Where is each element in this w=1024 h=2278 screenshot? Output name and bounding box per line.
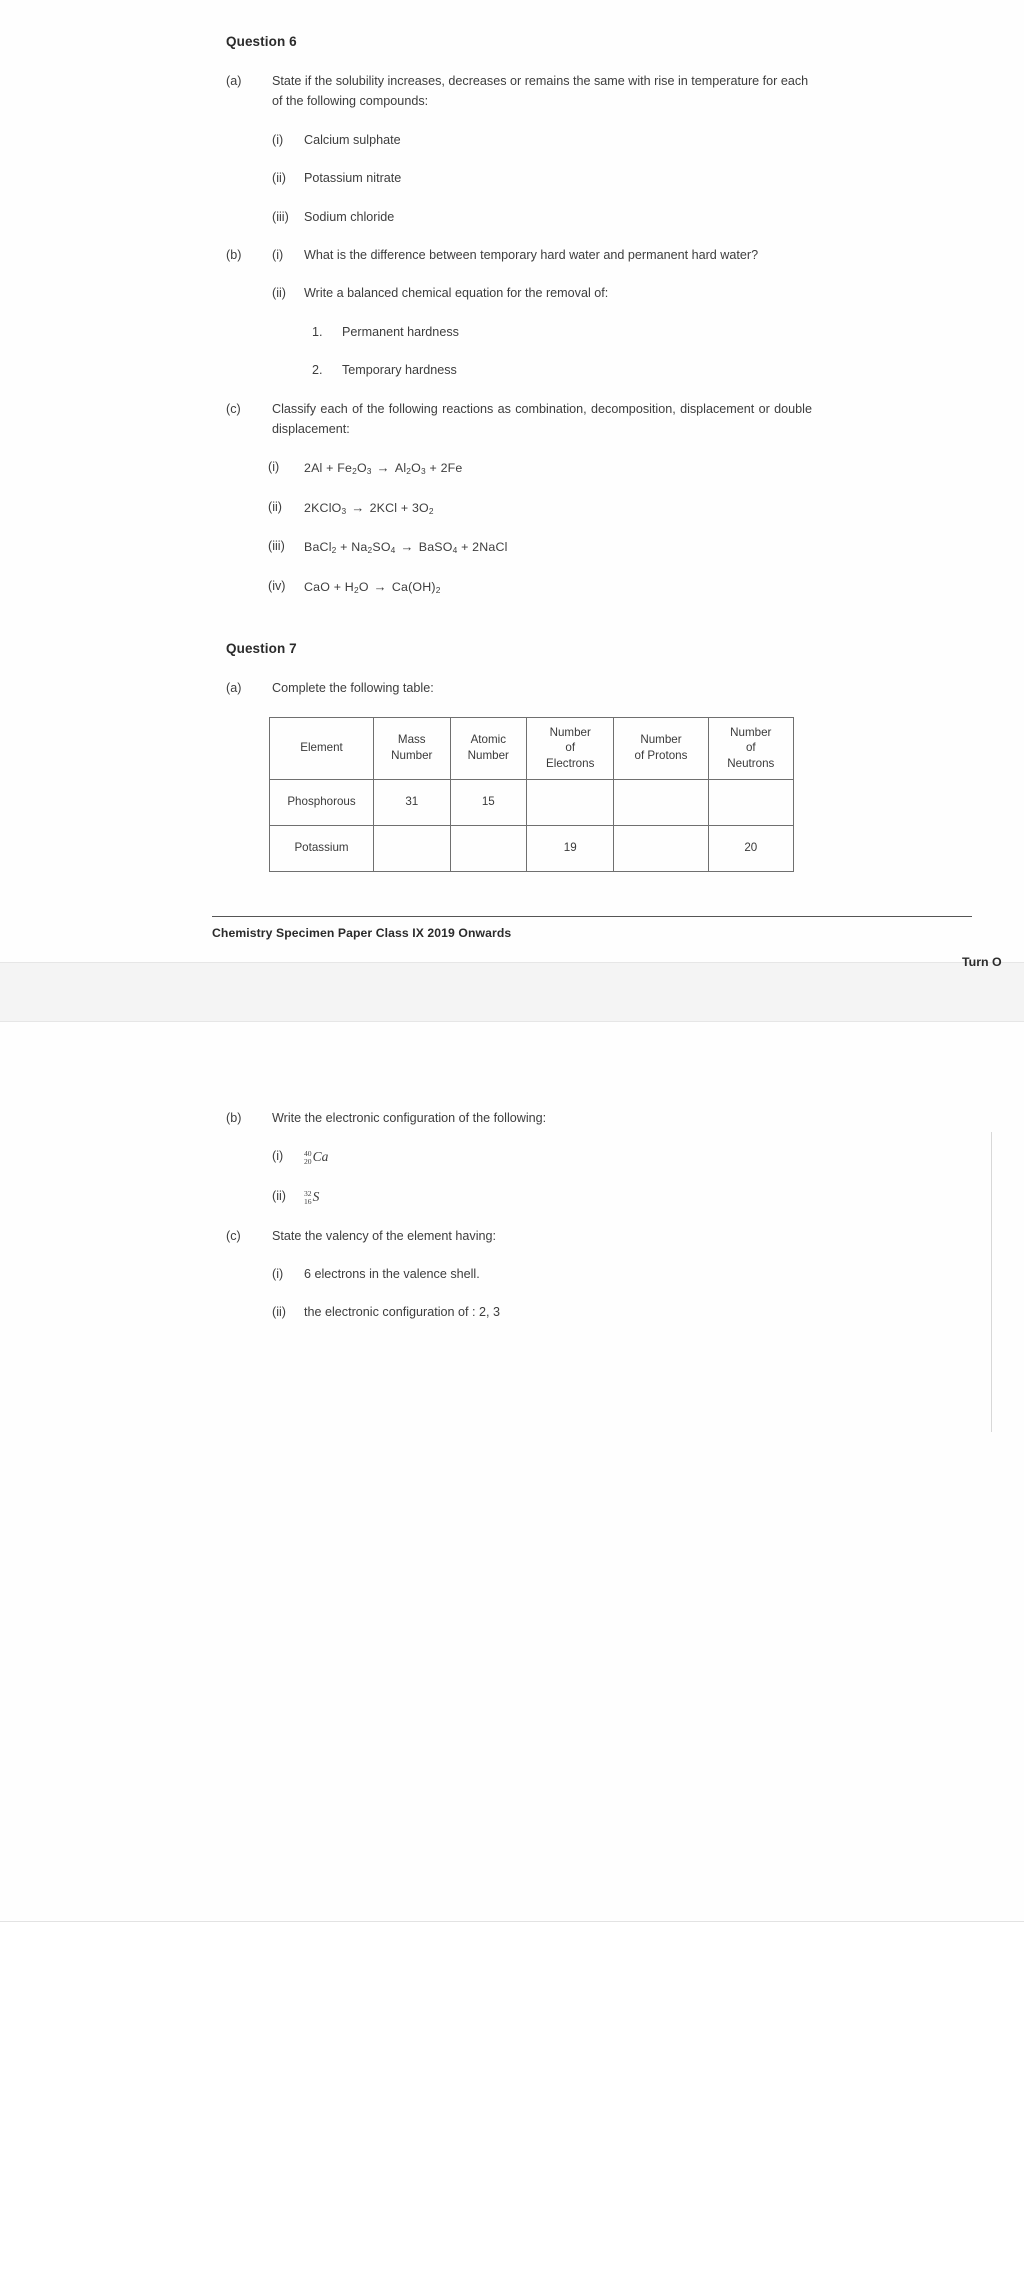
item-text-iii: Sodium chloride bbox=[304, 209, 395, 224]
q7c-item-label-ii: (ii) bbox=[272, 1305, 286, 1320]
page-bottom-rule bbox=[0, 1921, 1024, 1922]
equation-label: (iv) bbox=[268, 578, 286, 593]
part-a-item-ii bbox=[212, 168, 812, 188]
reaction-arrow-icon: → bbox=[351, 499, 365, 515]
equation-body: CaO + $H_2O \to Ca(OH)_2$ bbox=[304, 578, 441, 595]
question-6-part-a bbox=[212, 71, 812, 112]
page-footer bbox=[212, 916, 1002, 969]
element-table-wrapper bbox=[212, 717, 812, 872]
table-cell-value bbox=[374, 825, 451, 871]
q7-part-c-item-ii bbox=[212, 1302, 812, 1322]
isotope-numbers-s bbox=[304, 1190, 312, 1206]
sheet-2-content bbox=[212, 1108, 812, 1323]
part-label-c: (c) bbox=[226, 401, 241, 416]
equation-label: (i) bbox=[268, 460, 280, 475]
atomic-number-s: 16 bbox=[304, 1196, 312, 1206]
table-header bbox=[270, 717, 794, 779]
part-b-sub-label-ii: (ii) bbox=[272, 286, 286, 301]
table-row bbox=[270, 779, 794, 825]
table-cell-value: 20 bbox=[708, 825, 793, 871]
table-column-header: Number of Electrons bbox=[527, 717, 614, 779]
table-cell-value bbox=[614, 779, 708, 825]
reaction-equation-4 bbox=[212, 576, 812, 597]
element-symbol-s: S bbox=[312, 1188, 320, 1204]
part-b-sub-label-i: (i) bbox=[272, 247, 284, 262]
sheet-separator bbox=[0, 962, 1024, 1022]
table-header-row bbox=[270, 717, 794, 779]
page-sheet-2 bbox=[0, 1022, 1024, 1922]
reaction-arrow-icon: → bbox=[373, 578, 387, 594]
question-7-part-a bbox=[212, 678, 812, 698]
table-cell-value: 15 bbox=[450, 779, 527, 825]
isotope-notation-s bbox=[304, 1186, 319, 1208]
item-label-i: (i) bbox=[272, 132, 284, 147]
question-6-part-c bbox=[212, 399, 812, 440]
question-7-part-b bbox=[212, 1108, 812, 1128]
table-column-header: Mass Number bbox=[374, 717, 451, 779]
table-body bbox=[270, 779, 794, 871]
part-b-numbered-2 bbox=[212, 360, 812, 380]
footer-paper-title: Chemistry Specimen Paper Class IX 2019 Onwards bbox=[212, 925, 512, 940]
table-cell-value bbox=[527, 779, 614, 825]
table-cell-element: Phosphorous bbox=[270, 779, 374, 825]
part-a-text: State if the solubility increases, decreases or remains the same with rise in temperature for each of the following compounds: bbox=[272, 74, 809, 109]
table-cell-value: 19 bbox=[527, 825, 614, 871]
equation-body: 2KClO$_3$ → $2KCl + 3O_2$ bbox=[304, 499, 434, 516]
element-data-table bbox=[269, 717, 794, 872]
part-label-a: (a) bbox=[226, 74, 242, 88]
item-label-ii: (ii) bbox=[272, 171, 286, 186]
item-text-i: Calcium sulphate bbox=[304, 132, 401, 147]
numbered-label-2: 2. bbox=[312, 363, 323, 378]
reaction-arrow-icon: → bbox=[376, 460, 390, 476]
isotope-notation-ca bbox=[304, 1146, 328, 1168]
table-cell-value bbox=[450, 825, 527, 871]
q7-part-a-text: Complete the following table: bbox=[272, 681, 434, 696]
table-row bbox=[270, 825, 794, 871]
item-text-ii: Potassium nitrate bbox=[304, 171, 402, 186]
q7b-isotope-i bbox=[304, 1146, 812, 1168]
q7b-isotope-ii bbox=[304, 1186, 812, 1208]
question-6-heading: Question 6 bbox=[226, 34, 297, 49]
q7c-item-label-i: (i) bbox=[272, 1267, 284, 1281]
part-b-sub-text-i: What is the difference between temporary hard water and permanent hard water? bbox=[304, 247, 759, 262]
table-cell-value bbox=[708, 779, 793, 825]
table-column-header: Number of Neutrons bbox=[708, 717, 793, 779]
part-a-item-iii bbox=[212, 207, 812, 227]
isotope-numbers-ca bbox=[304, 1150, 312, 1166]
q7b-item-label-ii: (ii) bbox=[272, 1188, 286, 1203]
turn-over-label: Turn O bbox=[962, 954, 1002, 969]
q7b-item-label-i: (i) bbox=[272, 1148, 284, 1163]
right-edge-rule bbox=[991, 1132, 992, 1432]
reaction-equation-2 bbox=[212, 497, 812, 518]
q7-part-b-text: Write the electronic configuration of the following: bbox=[272, 1110, 547, 1125]
table-column-header: Number of Protons bbox=[614, 717, 708, 779]
q7-part-c-text: State the valency of the element having: bbox=[272, 1228, 497, 1243]
numbered-text-1: Permanent hardness bbox=[342, 324, 459, 339]
question-7-part-c bbox=[212, 1226, 812, 1246]
mass-number-ca: 40 bbox=[304, 1149, 312, 1159]
part-b-sub-text-ii: Write a balanced chemical equation for the removal of: bbox=[304, 286, 609, 301]
page-sheet-1 bbox=[0, 0, 1024, 969]
table-cell-value bbox=[614, 825, 708, 871]
equation-body: BaCl$_2$ + $Na_2SO_4$ → BaSO$_4$ + 2NaCl bbox=[304, 539, 508, 556]
sheet-1-content bbox=[212, 34, 1002, 969]
q7-part-c-item-i bbox=[212, 1264, 812, 1284]
table-column-header: Atomic Number bbox=[450, 717, 527, 779]
table-cell-value: 31 bbox=[374, 779, 451, 825]
question-6-part-b bbox=[212, 245, 812, 265]
numbered-text-2: Temporary hardness bbox=[342, 363, 457, 378]
mass-number-s: 32 bbox=[304, 1188, 312, 1198]
part-b-numbered-1 bbox=[212, 322, 812, 342]
part-c-text: Classify each of the following reactions as combination, decomposition, displacement or double displacement: bbox=[272, 401, 812, 436]
equation-label: (ii) bbox=[268, 499, 282, 514]
part-label-b: (b) bbox=[226, 247, 242, 262]
q7c-item-text-i: 6 electrons in the valence shell. bbox=[304, 1267, 480, 1281]
part-b-item-ii bbox=[212, 283, 812, 303]
q7-part-label-a: (a) bbox=[226, 681, 242, 696]
equation-body: $2Al + Fe_2O_3 \to Al_2O_3 + 2Fe$ bbox=[304, 460, 463, 477]
equation-label: (iii) bbox=[268, 539, 285, 554]
atomic-number-ca: 20 bbox=[304, 1156, 312, 1166]
reaction-arrow-icon: → bbox=[400, 539, 414, 555]
element-symbol-ca: Ca bbox=[312, 1148, 329, 1164]
q7-part-label-c: (c) bbox=[226, 1228, 241, 1243]
question-7-heading: Question 7 bbox=[226, 641, 297, 657]
q7-part-label-b: (b) bbox=[226, 1110, 242, 1125]
reaction-equation-1 bbox=[212, 457, 812, 478]
q7-part-b-item-ii bbox=[212, 1186, 812, 1208]
reaction-equation-list bbox=[212, 457, 812, 597]
table-column-header: Element bbox=[270, 717, 374, 779]
q7-part-b-item-i bbox=[212, 1146, 812, 1168]
reaction-equation-3 bbox=[212, 536, 812, 557]
part-a-item-i bbox=[212, 130, 812, 150]
numbered-label-1: 1. bbox=[312, 324, 323, 339]
item-label-iii: (iii) bbox=[272, 209, 289, 224]
table-cell-element: Potassium bbox=[270, 825, 374, 871]
q7c-item-text-ii: the electronic configuration of : 2, 3 bbox=[304, 1305, 501, 1320]
